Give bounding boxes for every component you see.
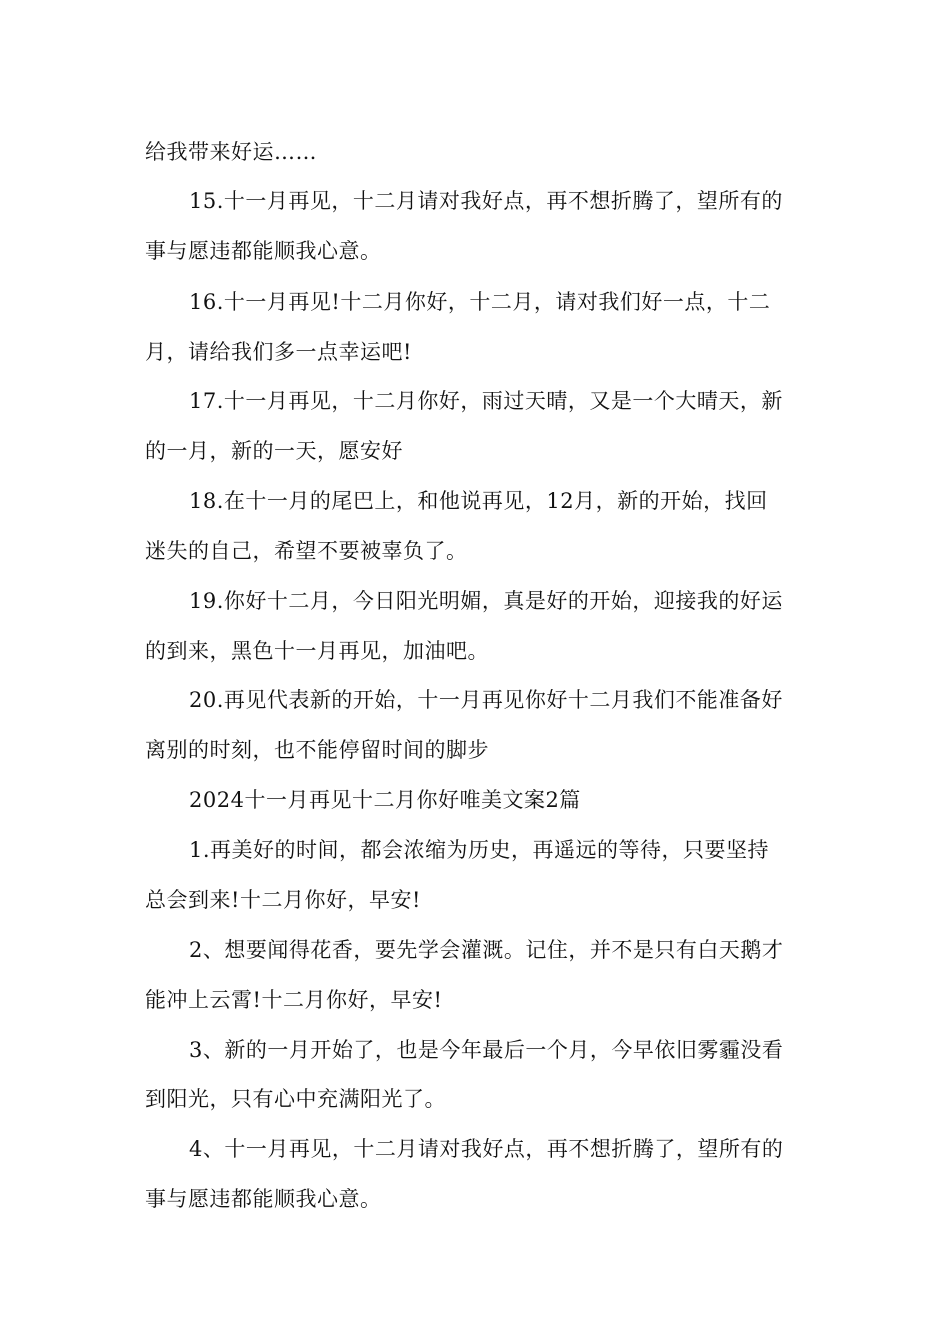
- text-line: 的到来，黑色十一月再见，加油吧。: [145, 639, 489, 663]
- text-line: 18.在十一月的尾巴上，和他说再见，12月，新的开始，找回: [189, 489, 768, 513]
- text-line: 15.十一月再见，十二月请对我好点，再不想折腾了，望所有的: [189, 189, 783, 213]
- text-line: 的一月，新的一天，愿安好: [145, 439, 403, 463]
- text-line: 事与愿违都能顺我心意。: [145, 1187, 382, 1211]
- text-line: 19.你好十二月，今日阳光明媚，真是好的开始，迎接我的好运: [189, 589, 783, 613]
- text-line: 17.十一月再见，十二月你好，雨过天晴，又是一个大晴天，新: [189, 389, 783, 413]
- text-line: 20.再见代表新的开始，十一月再见你好十二月我们不能准备好: [189, 688, 783, 712]
- text-line: 2、想要闻得花香，要先学会灌溉。记住，并不是只有白天鹅才: [189, 938, 784, 962]
- text-line: 3、新的一月开始了，也是今年最后一个月，今早依旧雾霾没看: [189, 1038, 784, 1062]
- text-line: 月，请给我们多一点幸运吧!: [145, 340, 412, 364]
- text-line: 离别的时刻，也不能停留时间的脚步: [145, 738, 489, 762]
- section-heading: 2024十一月再见十二月你好唯美文案2篇: [189, 788, 581, 812]
- text-line: 16.十一月再见!十二月你好，十二月，请对我们好一点，十二: [189, 290, 771, 314]
- text-line: 总会到来!十二月你好，早安!: [145, 888, 421, 912]
- text-line: 能冲上云霄!十二月你好，早安!: [145, 988, 443, 1012]
- text-line: 事与愿违都能顺我心意。: [145, 239, 382, 263]
- text-line: 4、十一月再见，十二月请对我好点，再不想折腾了，望所有的: [189, 1137, 784, 1161]
- text-line: 迷失的自己，希望不要被辜负了。: [145, 539, 468, 563]
- text-line: 给我带来好运……: [145, 140, 317, 164]
- text-line: 1.再美好的时间，都会浓缩为历史，再遥远的等待，只要坚持: [189, 838, 770, 862]
- text-line: 到阳光，只有心中充满阳光了。: [145, 1087, 446, 1111]
